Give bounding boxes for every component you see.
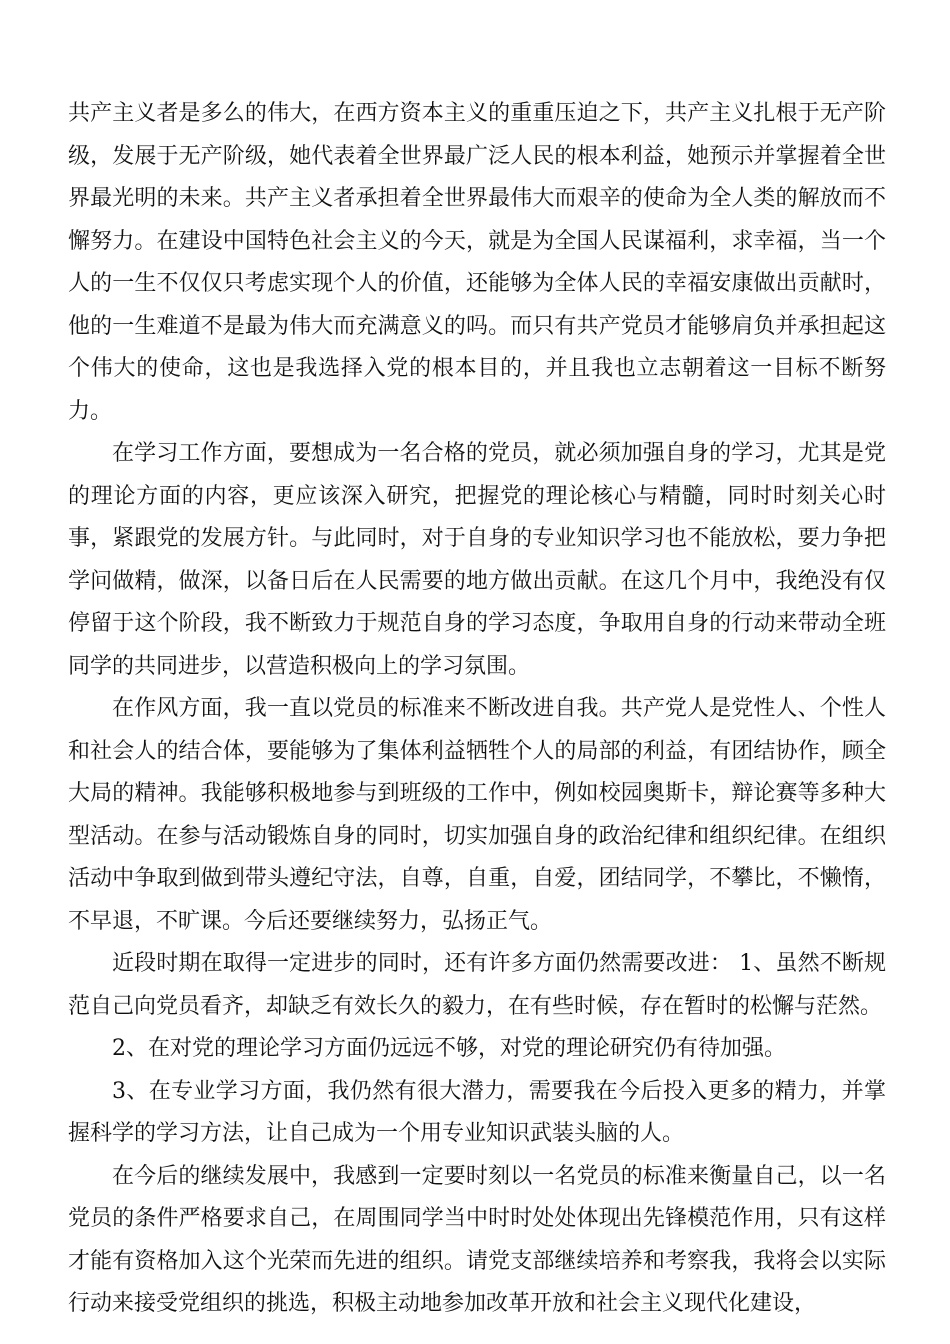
paragraph-7: 在今后的继续发展中，我感到一定要时刻以一名党员的标准来衡量自己，以一名党员的条件严格要求自己，在周围同学当中时时处处体现出先锋模范作用，只有这样才能有资格加入这个光荣而先进的组织。请党支部继续培养和考察我，我将会以实际行动来接受党组织的挑选，积极主动地参加改革开放和社会主义现代化建设， (68, 1163, 886, 1316)
paragraph-4: 近段时期在取得一定进步的同时，还有许多方面仍然需要改进： 1、虽然不断规范自己向党员看齐，却缺乏有效长久的毅力，在有些时候，存在暂时的松懈与茫然。 (68, 951, 886, 1019)
paragraph-5: 2、在对党的理论学习方面仍远远不够，对党的理论研究仍有待加强。 (112, 1036, 786, 1061)
paragraph-3: 在作风方面，我一直以党员的标准来不断改进自我。共产党人是党性人、个性人和社会人的结合体，要能够为了集体利益牺牲个人的局部的利益，有团结协作，顾全大局的精神。我能够积极地参与到班级的工作中，例如校园奥斯卡，辩论赛等多种大型活动。在参与活动锻炼自身的同时，切实加强自身的政治纪律和组织纪律。在组织活动中争取到做到带头遵纪守法，自尊，自重，自爱，团结同学，不攀比，不懒惰，不早退，不旷课。今后还要继续努力，弘扬正气。 (68, 696, 886, 934)
paragraph-6: 3、在专业学习方面，我仍然有很大潜力，需要我在今后投入更多的精力，并掌握科学的学习方法，让自己成为一个用专业知识武装头脑的人。 (68, 1078, 886, 1146)
document-body (68, 93, 886, 1326)
paragraph-1: 共产主义者是多么的伟大，在西方资本主义的重重压迫之下，共产主义扎根于无产阶级，发展于无产阶级，她代表着全世界最广泛人民的根本利益，她预示并掌握着全世界最光明的未来。共产主义者承担着全世界最伟大而艰辛的使命为全人类的解放而不懈努力。在建设中国特色社会主义的今天，就是为全国人民谋福利，求幸福，当一个人的一生不仅仅只考虑实现个人的价值，还能够为全体人民的幸福安康做出贡献时，他的一生难道不是最为伟大而充满意义的吗。而只有共产党员才能够肩负并承担起这个伟大的使命，这也是我选择入党的根本目的，并且我也立志朝着这一目标不断努力。 (68, 101, 886, 424)
paragraph-2: 在学习工作方面，要想成为一名合格的党员，就必须加强自身的学习，尤其是党的理论方面的内容，更应该深入研究，把握党的理论核心与精髓，同时时刻关心时事，紧跟党的发展方针。与此同时，对于自身的专业知识学习也不能放松，要力争把学问做精，做深，以备日后在人民需要的地方做出贡献。在这几个月中，我绝没有仅停留于这个阶段，我不断致力于规范自身的学习态度，争取用自身的行动来带动全班同学的共同进步，以营造积极向上的学习氛围。 (68, 441, 886, 679)
